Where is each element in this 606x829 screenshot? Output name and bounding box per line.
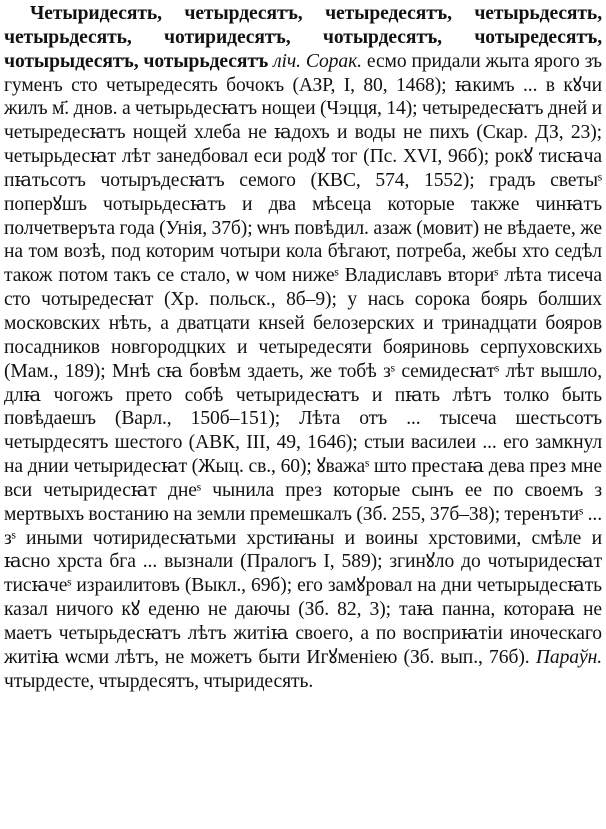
dictionary-entry bbox=[4, 2, 602, 693]
entry-headwords: Четыридесять, четырдесятъ, четыредесятъ, четырьдесять, четырьдесять, чотиридесятъ, чотырдесятъ, чотыредесятъ, чотырыдесятъ, чотырьдесятъ bbox=[4, 3, 602, 72]
compare-label: Параўн. bbox=[535, 646, 602, 668]
entry-gloss: Сорак. bbox=[305, 50, 362, 72]
compare-forms: чтырдесте, чтырдесятъ, чтыридесять. bbox=[4, 670, 314, 692]
entry-citations: есмо придали жыта ярого зъ гуменъ сто четыредесять бочокъ (АЗР, I, 80, 1468); ꙗкимъ ... в кꙋчи жилъ м҃. днов. а четырьдесꙗтъ нощеи (Чэцця, 14); четыредесꙗтъ дней и четыредесꙗтъ нощей хлеба не ꙗдохъ и воды не пихъ (Скар. ДЗ, 23); четырьдесꙗт лѣт занедбовал еси родꙋ тог (Пс. XVI, 96б); рокꙋ тисꙗча пꙗтьсотъ чотыръдесꙗтъ семого (КВС, 574, 1552); градъ светыˢ поперꙋшъ чотырьдесꙗтъ и два мѣсеца которые также чинꙗтъ полчетверъта года (Унія, 37б); ѡнъ повѣдил. азаж (мовит) не вѣдаете, же на том возѣ, под которим чотыри кола бѣгают, потреба, жебы хто седѣл також потом такъ се стало, ѡ чом нижеˢ Владиславъ вториˢ лѣта тисеча сто чотыредесꙗт (Хр. польск., 8б–9); у нась сорока боярь болших московских нѣть, а дватцати кнѕей белозерских и тринадцати бояров посадников новгородцких и четыредесяти бояриновь серпуховскихь (Мам., 189); Мнѣ сꙗ бовѣм здаеть, же тобѣ зˢ семидесꙗтˢ лѣт вышло, длꙗ чогожъ прето собѣ четыридесꙗтъ и пꙗть лѣтъ толко быть повѣдаешъ (Варл., 150б–151); Лѣта отъ ... тысеча шестьсотъ четырдесятъ шестого (АВК, III, 49, 1646); стыи василеи ... его замкнул на днии четыридесꙗт (Жыц. св., 60); ꙋважаˢ што престаꙗ дева през мне вси четыридесꙗт днеˢ чынила през которые сынъ ее по своемъ з мертвыхъ востанию на земли премешкалъ (Зб. 255, 37б–38); теренътиˢ ... зˢ иными чотиридесꙗтьми хрстиꙗны и воины хрстовими, смѣле и ꙗсно хрста бга ... вызнали (Пралогъ I, 589); згинꙋло до чотыридесꙗт тисꙗчеˢ израилитовъ (Выкл., 69б); его замꙋровал на дни четырыдесꙗть казал ничого кꙋ еденю не даючы (Зб. 82, 3); таꙗ панна, котораꙗ не маетъ четырьдесꙗтъ лѣтъ житіꙗ своего, а по восприꙗтіи иноческаго житіꙗ ѡсми лѣтъ, не можетъ быти Игꙋменіею (Зб. вып., 76б). bbox=[4, 50, 602, 668]
part-of-speech-label: ліч. bbox=[273, 50, 301, 72]
